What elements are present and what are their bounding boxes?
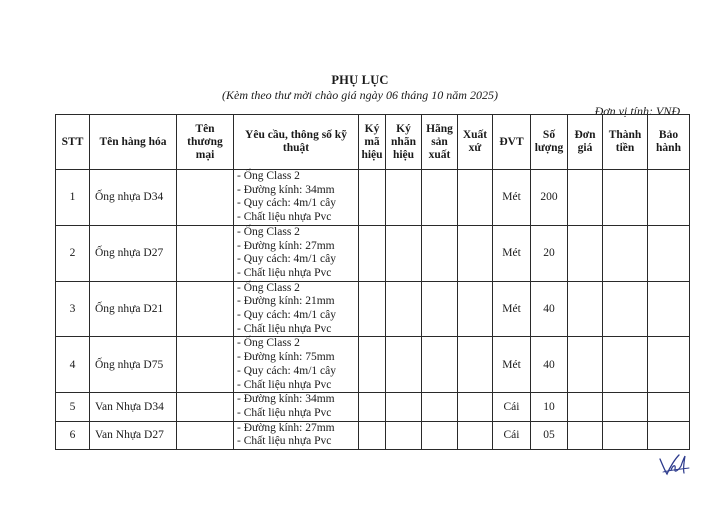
header-stt: STT: [56, 115, 90, 170]
cell-specification: [234, 281, 359, 337]
cell-total: [603, 281, 648, 337]
cell-total: [603, 225, 648, 281]
cell-quantity: 40: [531, 337, 568, 393]
spec-line: - Chất liệu nhựa Pvc: [237, 378, 332, 391]
cell-model-code: [359, 337, 386, 393]
cell-specification: [234, 225, 359, 281]
cell-product-name: Ống nhựa D27: [90, 225, 177, 281]
cell-manufacturer: [422, 337, 458, 393]
cell-trade-name: [177, 225, 234, 281]
header-warranty: Bảo hành: [648, 115, 690, 170]
cell-unit: Mét: [493, 225, 531, 281]
cell-warranty: [648, 393, 690, 421]
spec-line: - Đường kính: 75mm: [237, 351, 335, 364]
cell-product-name: Van Nhựa D27: [90, 421, 177, 449]
table-row: [56, 337, 690, 393]
cell-trade-name: [177, 281, 234, 337]
spec-line: - Đường kính: 27mm: [237, 421, 335, 434]
cell-total: [603, 393, 648, 421]
cell-stt: 1: [56, 170, 90, 226]
page-title: PHỤ LỤC: [331, 73, 389, 87]
cell-specification: [234, 337, 359, 393]
spec-line: - Đường kính: 27mm: [237, 239, 335, 252]
cell-model-code: [359, 393, 386, 421]
cell-quantity: 05: [531, 421, 568, 449]
cell-origin: [458, 281, 493, 337]
spec-line: - Quy cách: 4m/1 cây: [237, 364, 336, 377]
table-row: [56, 225, 690, 281]
spec-line: - Chất liệu nhựa Pvc: [237, 406, 332, 419]
cell-unit-price: [568, 225, 603, 281]
cell-stt: 6: [56, 421, 90, 449]
header-unit-price: Đơn giá: [568, 115, 603, 170]
cell-warranty: [648, 225, 690, 281]
cell-unit-price: [568, 281, 603, 337]
spec-line: - Ống Class 2: [237, 281, 300, 294]
table-row: [56, 421, 690, 449]
cell-warranty: [648, 421, 690, 449]
cell-manufacturer: [422, 225, 458, 281]
spec-line: - Quy cách: 4m/1 cây: [237, 309, 336, 322]
cell-warranty: [648, 337, 690, 393]
cell-total: [603, 421, 648, 449]
page-subtitle: (Kèm theo thư mời chào giá ngày 06 tháng 10 năm 2025): [222, 88, 498, 102]
cell-quantity: 10: [531, 393, 568, 421]
cell-unit-price: [568, 170, 603, 226]
cell-model-code: [359, 170, 386, 226]
header-unit: ĐVT: [493, 115, 531, 170]
cell-model-code: [359, 421, 386, 449]
cell-product-name: Ống nhựa D21: [90, 281, 177, 337]
cell-unit: Cái: [493, 393, 531, 421]
cell-manufacturer: [422, 281, 458, 337]
cell-unit: Mét: [493, 337, 531, 393]
spec-line: - Đường kính: 34mm: [237, 393, 335, 406]
quotation-table: [55, 114, 690, 450]
cell-unit: Mét: [493, 170, 531, 226]
cell-model-code: [359, 225, 386, 281]
cell-manufacturer: [422, 421, 458, 449]
spec-line: - Đường kính: 21mm: [237, 295, 335, 308]
cell-origin: [458, 225, 493, 281]
cell-brand: [386, 421, 422, 449]
spec-line: - Ống Class 2: [237, 170, 300, 182]
cell-product-name: Van Nhựa D34: [90, 393, 177, 421]
header-quantity: Số lượng: [531, 115, 568, 170]
header-product-name: Tên hàng hóa: [90, 115, 177, 170]
cell-brand: [386, 281, 422, 337]
header-brand: Ký nhãn hiệu: [386, 115, 422, 170]
cell-unit-price: [568, 421, 603, 449]
cell-quantity: 200: [531, 170, 568, 226]
cell-unit: Cái: [493, 421, 531, 449]
cell-unit-price: [568, 393, 603, 421]
spec-line: - Quy cách: 4m/1 cây: [237, 197, 336, 210]
header-specification: Yêu cầu, thông số kỹ thuật: [234, 115, 359, 170]
spec-line: - Ống Class 2: [237, 225, 300, 238]
table-row: [56, 170, 690, 226]
cell-unit-price: [568, 337, 603, 393]
signature-icon: [657, 452, 691, 478]
cell-total: [603, 337, 648, 393]
table-row: [56, 281, 690, 337]
cell-brand: [386, 225, 422, 281]
cell-origin: [458, 337, 493, 393]
header-origin: Xuất xứ: [458, 115, 493, 170]
spec-line: - Ống Class 2: [237, 337, 300, 350]
cell-quantity: 40: [531, 281, 568, 337]
cell-specification: [234, 393, 359, 421]
cell-product-name: Ống nhựa D34: [90, 170, 177, 226]
spec-line: - Đường kính: 34mm: [237, 183, 335, 196]
spec-line: - Chất liệu nhựa Pvc: [237, 322, 332, 335]
cell-trade-name: [177, 393, 234, 421]
cell-origin: [458, 393, 493, 421]
cell-manufacturer: [422, 170, 458, 226]
cell-manufacturer: [422, 393, 458, 421]
cell-total: [603, 170, 648, 226]
header-total: Thành tiền: [603, 115, 648, 170]
cell-trade-name: [177, 421, 234, 449]
header-model-code: Ký mã hiệu: [359, 115, 386, 170]
cell-unit: Mét: [493, 281, 531, 337]
cell-brand: [386, 393, 422, 421]
cell-quantity: 20: [531, 225, 568, 281]
spec-line: - Chất liệu nhựa Pvc: [237, 266, 332, 279]
table-row: [56, 393, 690, 421]
cell-warranty: [648, 170, 690, 226]
cell-trade-name: [177, 170, 234, 226]
cell-trade-name: [177, 337, 234, 393]
header-manufacturer: Hãng sản xuất: [422, 115, 458, 170]
cell-stt: 4: [56, 337, 90, 393]
cell-origin: [458, 421, 493, 449]
cell-stt: 5: [56, 393, 90, 421]
cell-brand: [386, 337, 422, 393]
spec-line: - Chất liệu nhựa Pvc: [237, 435, 332, 448]
cell-product-name: Ống nhựa D75: [90, 337, 177, 393]
cell-warranty: [648, 281, 690, 337]
spec-line: - Chất liệu nhựa Pvc: [237, 211, 332, 224]
cell-stt: 3: [56, 281, 90, 337]
unit-note: Đơn vị tính: VNĐ: [594, 104, 680, 118]
cell-stt: 2: [56, 225, 90, 281]
cell-specification: [234, 421, 359, 449]
table-header-row: [56, 115, 690, 170]
cell-origin: [458, 170, 493, 226]
cell-model-code: [359, 281, 386, 337]
cell-specification: [234, 170, 359, 226]
header-trade-name: Tên thương mại: [177, 115, 234, 170]
spec-line: - Quy cách: 4m/1 cây: [237, 253, 336, 266]
cell-brand: [386, 170, 422, 226]
